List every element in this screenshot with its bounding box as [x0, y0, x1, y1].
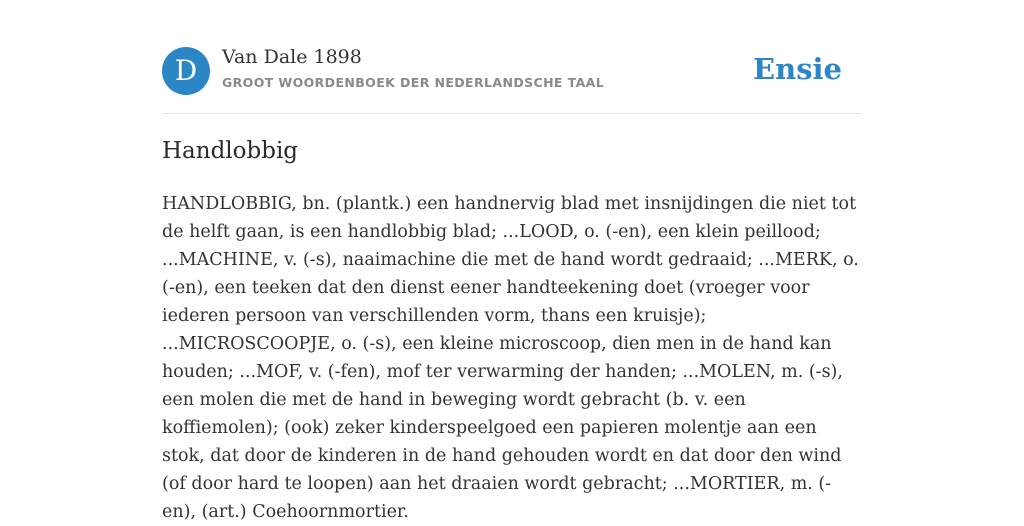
entry-definition: HANDLOBBIG, bn. (plantk.) een handnervig blad met insnijdingen die niet tot de helft gaan, is een handlobbig blad; ...LOOD, o. (-en), een klein peillood; ...MACHINE, v. (-s), naaimachine die met de hand wordt gedraaid; ...MERK, o. (-en), een teeken dat den dienst eener handteekening doet (vroeger voor iederen persoon van verschillenden vorm, thans een kruisje); ...MICROSCOOPJE, o. (-s), een kleine microscoop, dien men in de hand kan houden; ...MOF, v. (-fen), mof ter verwarming der handen; ...MOLEN, m. (-s), een molen die met de hand in beweging wordt gebracht (b. v. een koffiemolen); (ook) zeker kinderspeelgoed een papieren molentje aan een stok, dat door de kinderen in de hand gehouden wordt en dat door den wind (of door hard te loopen) aan het draaien wordt gebracht; ...MORTIER, m. (-en), (art.) Coehoornmortier.: [162, 194, 859, 522]
header: [162, 0, 862, 114]
source-avatar[interactable]: D: [162, 47, 210, 95]
page: [162, 0, 862, 522]
source-subtitle: GROOT WOORDENBOEK DER NEDERLANDSCHE TAAL: [222, 75, 605, 90]
brand-logo-link[interactable]: Ensie: [753, 52, 842, 86]
entry-title: Handlobbig: [162, 138, 299, 164]
source-title[interactable]: Van Dale 1898: [222, 46, 362, 68]
